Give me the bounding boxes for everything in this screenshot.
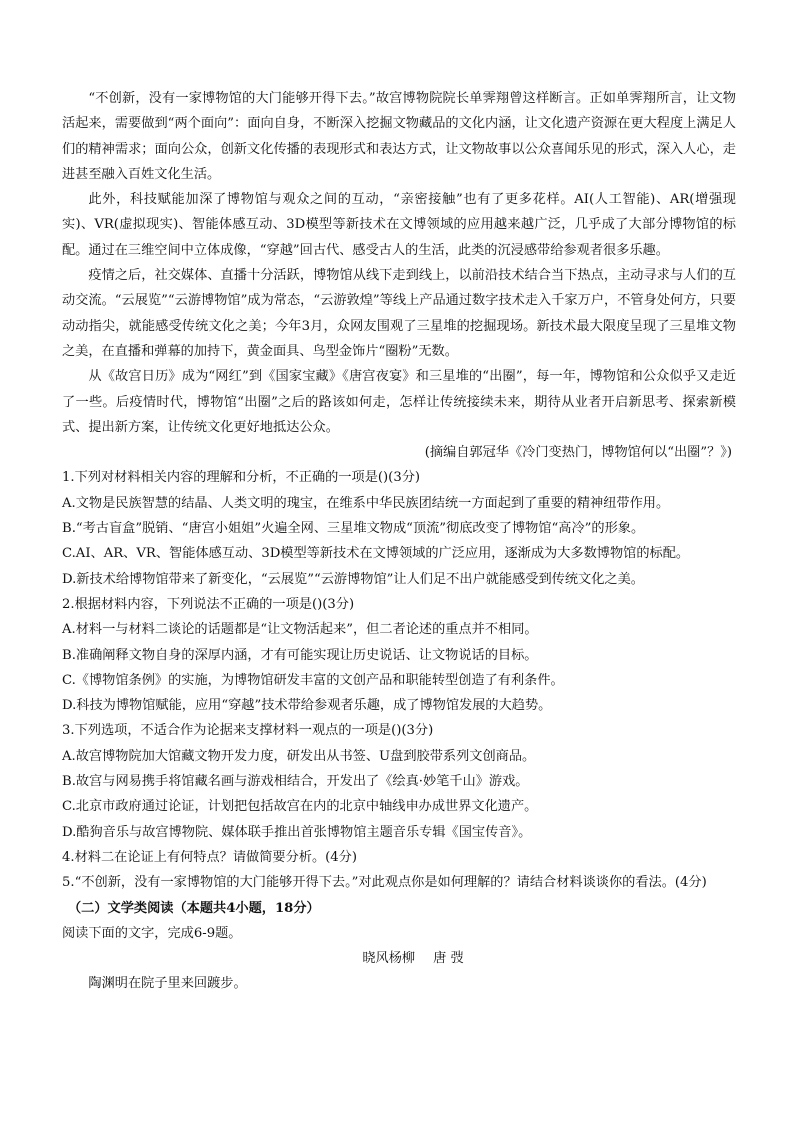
section-heading: （二）文学类阅读（本题共4小题，18分） xyxy=(68,900,320,916)
story-author: 唐 弢 xyxy=(433,951,464,967)
question-2-stem: 2.根据材料内容，下列说法不正确的一项是()(3分) xyxy=(62,596,355,612)
question-3-option-b: B.故宫与网易携手将馆藏名画与游戏相结合，开发出了《绘真·妙笔千山》游戏。 xyxy=(62,774,529,790)
question-2-option-c: C.《博物馆条例》的实施，为博物馆研发丰富的文创产品和职能转型创造了有利条件。 xyxy=(62,672,564,688)
question-1-option-c: C.AI、AR、VR、智能体感互动、3D模型等新技术在文博领域的广泛应用，逐渐成为大多数博物馆的标配。 xyxy=(62,546,690,562)
question-1-stem: 1.下列对材料相关内容的理解和分析，不正确的一项是()(3分) xyxy=(62,470,421,486)
passage-paragraph-4: 从《故宫日历》成为“网红”到《国家宝藏》《唐宫夜宴》和三星堆的“出圈”，每一年，博物馆和公众似乎又走近了一些。后疫情时代，博物馆“出圈”之后的路该如何走，怎样让传统接续未来，期待从业者开启新思考、探索新模式、提出新方案，让传统文化更好地抵达公众。 xyxy=(62,369,736,435)
question-1-option-d: D.新技术给博物馆带来了新变化，“云展览”“云游博物馆”让人们足不出户就能感受到传统文化之美。 xyxy=(62,571,644,587)
question-3-option-a: A.故宫博物院加大馆藏文物开发力度，研发出从书签、U盘到胶带系列文创商品。 xyxy=(62,748,536,764)
story-title: 晓风杨柳 xyxy=(362,951,416,967)
passage-paragraph-2: 此外，科技赋能加深了博物馆与观众之间的互动，“亲密接触”也有了更多花样。AI(人工智能)、AR(增强现实)、VR(虚拟现实)、智能体感互动、3D模型等新技术在文博领域的应用越来越广泛，几乎成了大部分博物馆的标配。通过在三维空间中立体成像，“穿越”回古代、感受古人的生活，此类的沉浸感带给参观者很多乐趣。 xyxy=(62,192,736,258)
question-1-option-a: A.文物是民族智慧的结晶、人类文明的瑰宝，在维系中华民族团结统一方面起到了重要的精神纽带作用。 xyxy=(62,495,670,511)
passage-paragraph-1: “不创新，没有一家博物馆的大门能够开得下去。”故宫博物院院长单霁翔曾这样断言。正如单霁翔所言，让文物活起来，需要做到“两个面向”：面向自身，不断深入挖掘文物藏品的文化内涵，让文化遗产资源在更大程度上满足人们的精神需求；面向公众，创新文化传播的表现形式和表达方式，让文物故事以公众喜闻乐见的形式，深入人心，走进甚至融入百姓文化生活。 xyxy=(62,91,736,182)
source-citation: (摘编自郭冠华《冷门变热门，博物馆何以“出圈”？》) xyxy=(424,445,732,461)
question-3-option-c: C.北京市政府通过论证，计划把包括故宫在内的北京中轴线申办成世界文化遗产。 xyxy=(62,799,538,815)
story-first-line: 陶渊明在院子里来回踱步。 xyxy=(88,976,247,992)
question-4: 4.材料二在论证上有何特点？请做简要分析。(4分) xyxy=(62,849,358,865)
question-2-option-b: B.准确阐释文物自身的深厚内涵，才有可能实现让历史说话、让文物说话的目标。 xyxy=(62,647,538,663)
question-1-option-b: B.“考古盲盒”脱销、“唐宫小姐姐”火遍全网、三星堆文物成“顶流”彻底改变了博物馆“高冷”的形象。 xyxy=(62,521,645,537)
question-2-option-a: A.材料一与材料二谈论的话题都是“让文物活起来”，但二者论述的重点并不相同。 xyxy=(62,622,538,638)
question-3-option-d: D.酷狗音乐与故宫博物院、媒体联手推出首张博物馆主题音乐专辑《国宝传音》。 xyxy=(62,824,532,840)
passage-paragraph-3: 疫情之后，社交媒体、直播十分活跃，博物馆从线下走到线上，以前沿技术结合当下热点，主动寻求与人们的互动交流。“云展览”“云游博物馆”成为常态，“云游敦煌”等线上产品通过数字技术走入千家万户，不管身处何方，只要动动指尖，就能感受传统文化之美；今年3月，众网友围观了三星堆的挖掘现场。新技术最大限度呈现了三星堆文物之美，在直播和弹幕的加持下，黄金面具、鸟型金饰片“圈粉”无数。 xyxy=(62,268,736,359)
story-title-line xyxy=(62,946,736,971)
question-5: 5.“不创新，没有一家博物馆的大门能够开得下去。”对此观点你是如何理解的？请结合材料谈谈你的看法。(4分) xyxy=(62,875,707,891)
question-2-option-d: D.科技为博物馆赋能，应用“穿越”技术带给参观者乐趣，成了博物馆发展的大趋势。 xyxy=(62,698,552,714)
exam-page xyxy=(62,86,736,997)
reading-instruction: 阅读下面的文字，完成6-9题。 xyxy=(62,925,242,941)
question-3-stem: 3.下列选项，不适合作为论据来支撑材料一观点的一项是()(3分) xyxy=(62,723,434,739)
